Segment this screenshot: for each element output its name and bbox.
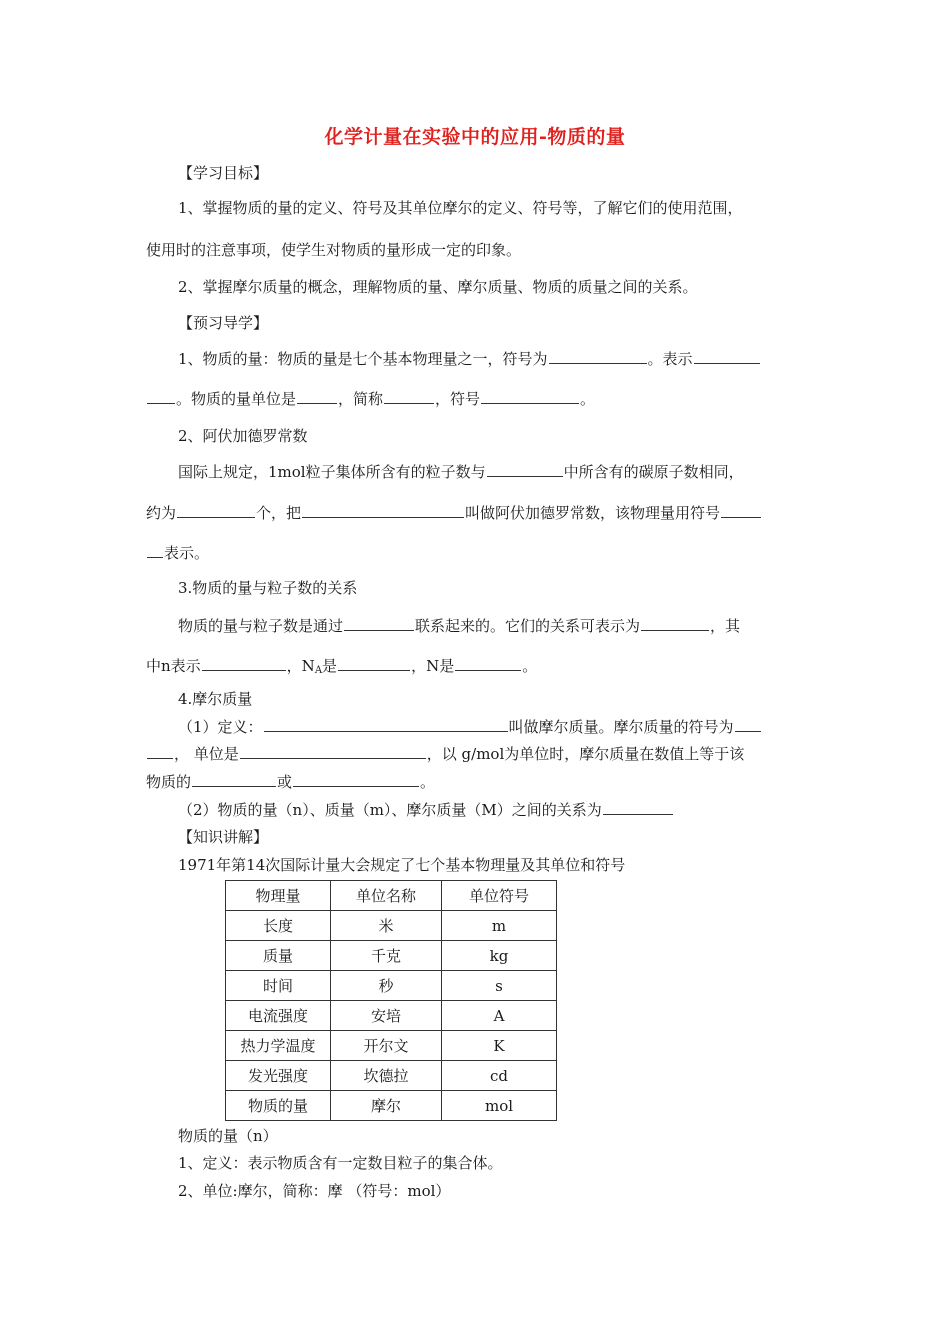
- table-header-row: [226, 881, 557, 911]
- text: 联系起来的。它们的关系可表示为: [415, 617, 641, 635]
- table-cell: 热力学温度: [226, 1031, 331, 1061]
- text: （2）物质的量（n）、质量（m）、摩尔质量（M）之间的关系为: [178, 801, 602, 819]
- text: 叫做阿伏加德罗常数，该物理量用符号: [465, 504, 721, 522]
- section-heading-goals: 【学习目标】: [178, 164, 269, 182]
- table-row: [226, 1061, 557, 1091]
- units-table: [225, 880, 557, 1121]
- table-row: [226, 941, 557, 971]
- table-cell: 坎德拉: [331, 1061, 442, 1091]
- table-cell: 米: [331, 911, 442, 941]
- table-cell: 千克: [331, 941, 442, 971]
- table-cell: 电流强度: [226, 1001, 331, 1031]
- definition-2: 2、单位:摩尔，简称：摩 （符号：mol）: [178, 1182, 451, 1200]
- preview-item-3-line-1: [178, 616, 740, 636]
- text: ， 单位是: [174, 745, 239, 763]
- text: ，N是: [411, 657, 455, 675]
- definition-1: 1、定义：表示物质含有一定数目粒子的集合体。: [178, 1154, 503, 1172]
- fill-blank[interactable]: [293, 772, 419, 787]
- table-cell: 安培: [331, 1001, 442, 1031]
- fill-blank[interactable]: [603, 800, 673, 815]
- text: （1）定义：: [178, 718, 263, 736]
- table-cell: 摩尔: [331, 1091, 442, 1121]
- fill-blank[interactable]: [455, 656, 521, 671]
- table-cell: 长度: [226, 911, 331, 941]
- text: 个，把: [256, 504, 302, 522]
- table-cell: 质量: [226, 941, 331, 971]
- text: 物质的: [146, 773, 192, 791]
- fill-blank[interactable]: [735, 717, 761, 732]
- page-title: 化学计量在实验中的应用-物质的量: [324, 126, 626, 148]
- table-row: [226, 1001, 557, 1031]
- table-cell: A: [442, 1001, 557, 1031]
- table-cell: m: [442, 911, 557, 941]
- fill-blank[interactable]: [721, 503, 761, 518]
- preview-item-2-line-3: [146, 543, 209, 563]
- table-cell: 开尔文: [331, 1031, 442, 1061]
- table-header-cell: 单位名称: [331, 881, 442, 911]
- fill-blank[interactable]: [297, 389, 337, 404]
- fill-blank[interactable]: [338, 656, 410, 671]
- fill-blank[interactable]: [694, 349, 760, 364]
- text: ，以 g/mol为单位时，摩尔质量在数值上等于该: [426, 745, 745, 763]
- table-cell: K: [442, 1031, 557, 1061]
- text: ，符号: [435, 390, 481, 408]
- goal-1-line-1: 1、掌握物质的量的定义、符号及其单位摩尔的定义、符号等，了解它们的使用范围，: [178, 199, 743, 217]
- text: 。: [522, 657, 538, 675]
- fill-blank[interactable]: [302, 503, 464, 518]
- text: 国际上规定，1mol粒子集体所含有的粒子数与: [178, 463, 486, 481]
- fill-blank[interactable]: [147, 389, 175, 404]
- fill-blank[interactable]: [147, 744, 173, 759]
- table-row: [226, 1031, 557, 1061]
- preview-item-4-line-3: [146, 772, 435, 792]
- goal-2: 2、掌握摩尔质量的概念，理解物质的量、摩尔质量、物质的质量之间的关系。: [178, 278, 698, 296]
- text: 中所含有的碳原子数相同，: [563, 463, 744, 481]
- preview-item-3-heading: 3.物质的量与粒子数的关系: [178, 579, 358, 597]
- text: ，N: [286, 657, 315, 675]
- preview-item-3-line-2: [146, 656, 537, 681]
- table-row: [226, 1091, 557, 1121]
- text: 中n表示: [146, 657, 201, 675]
- fill-blank[interactable]: [240, 744, 426, 759]
- text: 。: [580, 390, 596, 408]
- text: 或: [277, 773, 293, 791]
- fill-blank[interactable]: [549, 349, 647, 364]
- text: 。物质的量单位是: [176, 390, 297, 408]
- text: 表示。: [164, 544, 210, 562]
- preview-item-4-line-1: [178, 717, 762, 737]
- table-cell: 秒: [331, 971, 442, 1001]
- preview-item-2-line-2: [146, 503, 762, 523]
- text: 约为: [146, 504, 177, 522]
- text: 。表示: [647, 350, 693, 368]
- table-header-cell: 物理量: [226, 881, 331, 911]
- section-heading-preview: 【预习导学】: [178, 314, 269, 332]
- table-cell: 物质的量: [226, 1091, 331, 1121]
- subscript: A: [314, 665, 323, 676]
- table-row: [226, 911, 557, 941]
- preview-item-2-heading: 2、阿伏加德罗常数: [178, 427, 308, 445]
- text: 是: [322, 657, 338, 675]
- amount-of-substance-heading: 物质的量（n）: [178, 1127, 278, 1145]
- table-cell: kg: [442, 941, 557, 971]
- fill-blank[interactable]: [264, 717, 508, 732]
- preview-item-1-line-1: [178, 349, 761, 369]
- table-intro: 1971年第14次国际计量大会规定了七个基本物理量及其单位和符号: [178, 856, 626, 874]
- fill-blank[interactable]: [487, 462, 563, 477]
- text: ，其: [710, 617, 741, 635]
- text: 。: [420, 773, 436, 791]
- text: 物质的量与粒子数是通过: [178, 617, 344, 635]
- fill-blank[interactable]: [344, 616, 414, 631]
- section-heading-knowledge: 【知识讲解】: [178, 828, 269, 846]
- fill-blank[interactable]: [384, 389, 434, 404]
- fill-blank[interactable]: [147, 543, 163, 558]
- preview-item-1-line-2: [146, 389, 595, 409]
- fill-blank[interactable]: [202, 656, 286, 671]
- goal-1-line-2: 使用时的注意事项，使学生对物质的量形成一定的印象。: [146, 241, 522, 259]
- preview-item-2-line-1: [178, 462, 744, 482]
- table-cell: cd: [442, 1061, 557, 1091]
- preview-item-4-line-2: [146, 744, 744, 764]
- text: 叫做摩尔质量。摩尔质量的符号为: [508, 718, 734, 736]
- preview-item-4-heading: 4.摩尔质量: [178, 690, 253, 708]
- table-cell: 发光强度: [226, 1061, 331, 1091]
- fill-blank[interactable]: [641, 616, 709, 631]
- fill-blank[interactable]: [481, 389, 579, 404]
- table-header-cell: 单位符号: [442, 881, 557, 911]
- table-row: [226, 971, 557, 1001]
- table-cell: mol: [442, 1091, 557, 1121]
- table-cell: s: [442, 971, 557, 1001]
- text: ，简称: [338, 390, 384, 408]
- preview-item-4-line-4: [178, 800, 674, 820]
- text: 1、物质的量：物质的量是七个基本物理量之一，符号为: [178, 350, 548, 368]
- fill-blank[interactable]: [177, 503, 255, 518]
- fill-blank[interactable]: [192, 772, 276, 787]
- table-cell: 时间: [226, 971, 331, 1001]
